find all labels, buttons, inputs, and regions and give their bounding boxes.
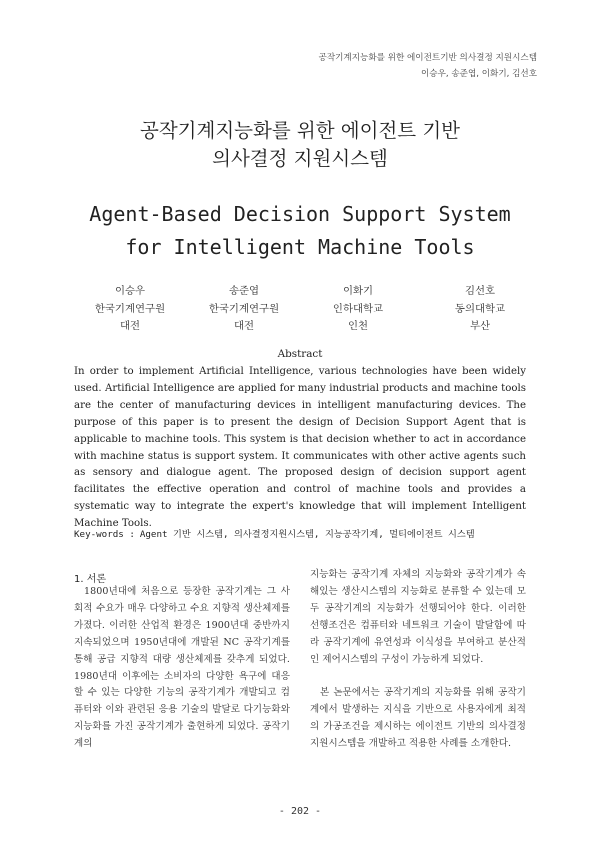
author-affiliation: 한국기계연구원 — [208, 302, 280, 315]
keywords-label: Key-words : — [74, 529, 135, 540]
author-name: 송준엽 — [228, 285, 260, 297]
author-2 — [184, 283, 304, 336]
korean-title-line-2: 의사결정 지원시스템 — [212, 147, 388, 170]
author-affiliation: 한국기계연구원 — [94, 302, 166, 315]
body-paragraph-left: 1800년대에 처음으로 등장한 공작기계는 그 사회적 수요가 매우 다양하고 수요 지향적 생산체제를 가졌다. 이러한 산업적 환경은 1900년대 중반까지 지속되었으며 1950년대에 개발된 NC 공작기계를 통해 공급 지향적 대량 생산체제를 갖추게 되었다. 1980년대 이후에는 소비자의 다양한 욕구에 대응할 수 있는 다양한 기능의 공작기계가 개발되고 컴퓨터와 이와 관련된 응용 기술의 발달로 다기능화와 지능화를 가진 공작기계가 출현하게 되었다. 공작기계의 — [74, 586, 290, 750]
author-3 — [298, 283, 418, 336]
keywords — [74, 526, 534, 540]
korean-title — [0, 117, 600, 173]
author-4 — [420, 283, 540, 336]
author-location: 대전 — [233, 320, 255, 332]
author-list — [0, 283, 600, 333]
running-head-title: 공작기계지능화를 위한 에이전트기반 의사결정 지원시스템 — [318, 53, 537, 63]
author-affiliation: 인하대학교 — [332, 302, 384, 315]
author-location: 대전 — [119, 320, 141, 332]
author-name: 김선호 — [464, 285, 496, 297]
english-title-line-2: for Intelligent Machine Tools — [125, 235, 475, 259]
keywords-text: Agent 기반 시스템, 의사결정지원시스템, 지능공작기계, 멀티에이전트 시스템 — [139, 529, 475, 540]
author-location: 부산 — [469, 320, 491, 332]
english-title-line-1: Agent-Based Decision Support System — [89, 202, 511, 226]
english-title — [0, 198, 600, 264]
author-name: 이화기 — [342, 285, 374, 297]
body-paragraph-right-2: 본 논문에서는 공작기계의 지능화를 위해 공작기계에서 발생하는 지식을 기반으로 사용자에게 최적의 가공조건을 제시하는 에이전트 기반의 의사결정지원시스템을 개발하고 적용한 사례를 소개한다. — [310, 687, 526, 749]
running-head — [319, 50, 537, 82]
author-1 — [70, 283, 190, 336]
page-number: - 202 - — [278, 806, 322, 817]
section-heading: 1. 서론 — [74, 574, 107, 585]
author-location: 인천 — [347, 320, 369, 332]
running-head-authors: 이승우, 송준엽, 이화기, 김선호 — [420, 69, 537, 79]
body-paragraph-right-1: 지능화는 공작기계 자체의 지능화와 공작기계가 속해있는 생산시스템의 지능화로 분류할 수 있는데 모두 공작기계의 지능화가 선행되어야 한다. 이러한 선행조건은 컴퓨터와 네트워크 기술이 발달함에 따라 공작기계에 유연성과 이식성을 부여하고 분산적인 제어시스템의 구성이 가능하게 되었다. — [310, 569, 526, 665]
author-name: 이승우 — [114, 285, 146, 297]
abstract-text: In order to implement Artificial Intelligence, various technologies have been widely used. Artificial Intelligence are applied for many industrial products and machine tools are the center of manufacturing devices in intelligent manufacturing devices. The purpose of this paper is to present the design of Decision Support Agent that is applicable to machine tools. This system is that decision whether to act in accordance with machine status is support system. It communicates with other active agents such as sensory and dialogue agent. The proposed design of decision support agent facilitates the effective operation and control of machine tools and provides a systematic way to integrate the expert's knowledge that will implement Intelligent Machine Tools. — [74, 366, 526, 530]
korean-title-line-1: 공작기계지능화를 위한 에이전트 기반 — [140, 119, 460, 142]
abstract-heading: Abstract — [277, 348, 323, 360]
author-affiliation: 동의대학교 — [454, 302, 506, 315]
